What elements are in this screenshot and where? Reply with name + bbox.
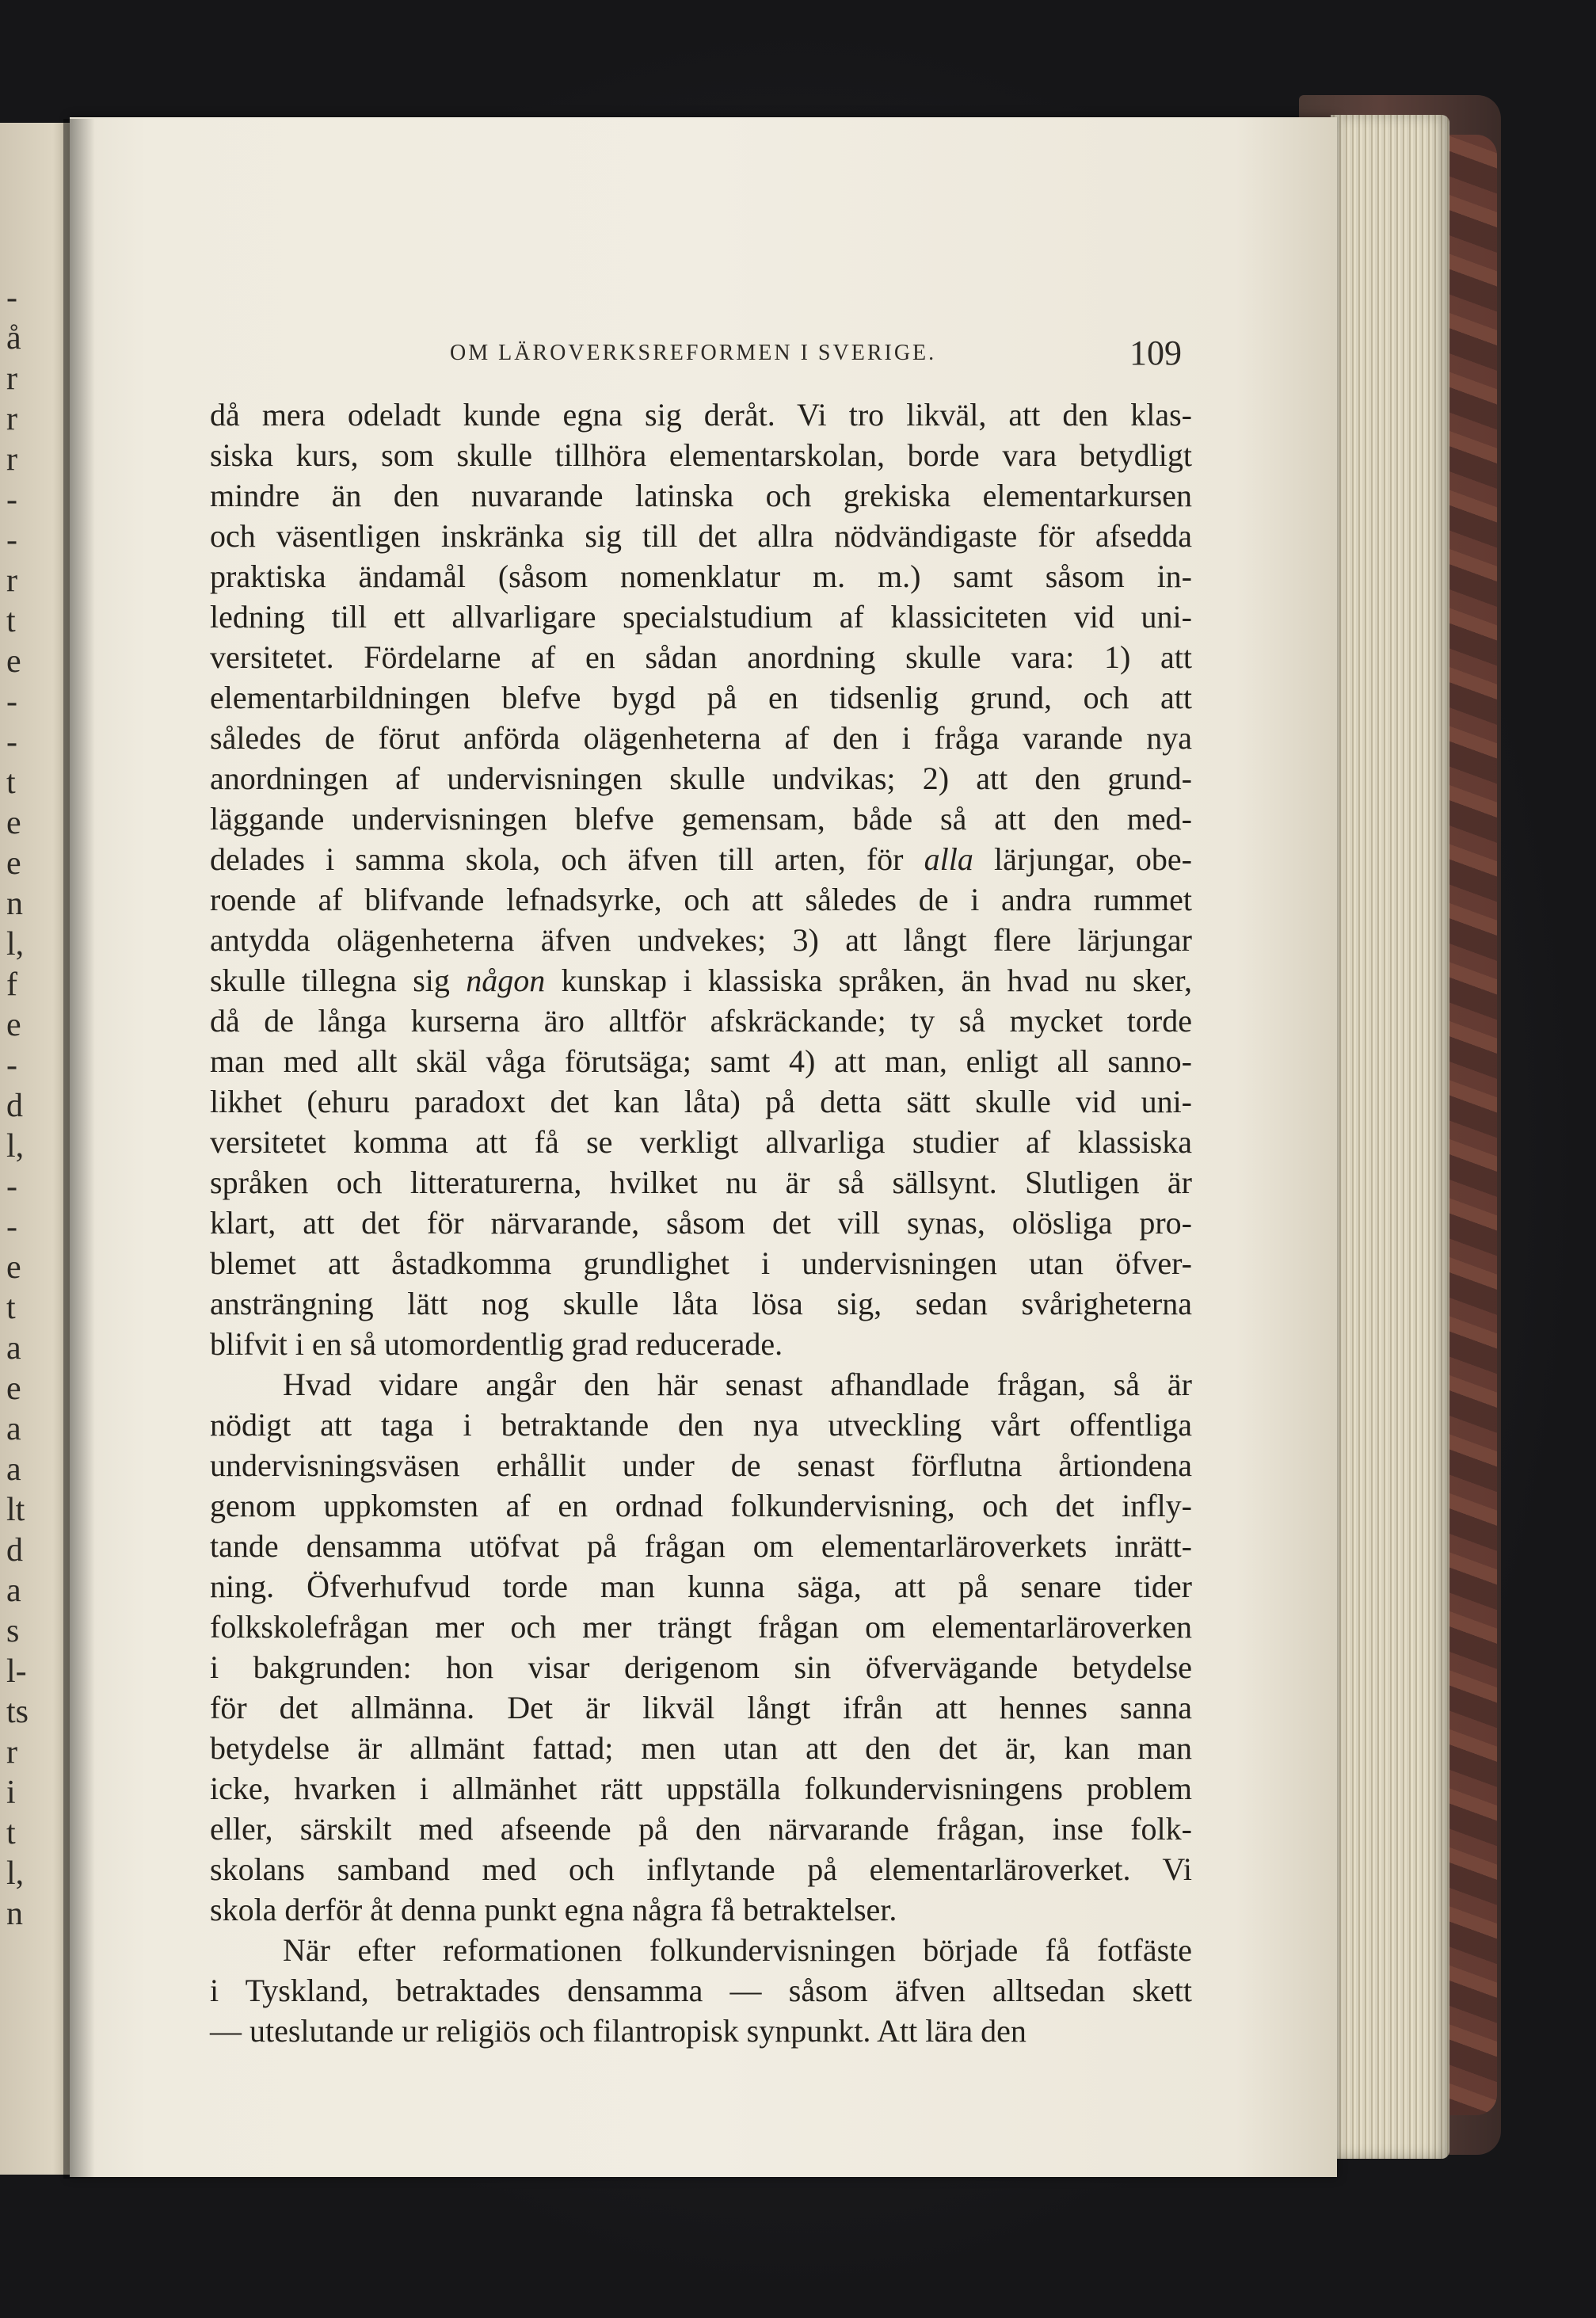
left-page-char: e (6, 643, 21, 680)
left-page-char: f (6, 966, 17, 1003)
left-page-char: - (6, 482, 17, 518)
text-line: ansträngning lätt nog skulle låta lösa sig, sedan svårigheterna (210, 1286, 1192, 1321)
left-page-char: r (6, 441, 17, 478)
left-page-char: - (6, 1047, 17, 1084)
left-page-char: a (6, 1411, 21, 1447)
left-page-char: - (6, 522, 17, 559)
left-page-char: r (6, 401, 17, 437)
left-page-char: t (6, 764, 16, 801)
left-page-char: e (6, 805, 21, 841)
gutter-shadow (63, 119, 95, 2179)
text-line: nödigt att taga i betraktande den nya utveckling vårt offentliga (210, 1407, 1192, 1443)
left-page-char: e (6, 1371, 21, 1407)
left-page-char: l, (6, 1128, 25, 1165)
page-number: 109 (1129, 334, 1182, 372)
text-line: blifvit i en så utomordentlig grad reducerade. (210, 1326, 783, 1362)
text-line: versitetet. Fördelarne af en sådan anordning skulle vara: 1) att (210, 639, 1192, 675)
right-page (70, 117, 1337, 2177)
left-page-char: a (6, 1330, 21, 1367)
text-line: Hvad vidare angår den här senast afhandlade frågan, så är (283, 1367, 1192, 1402)
left-page-char: s (6, 1613, 20, 1649)
text-line: läggande undervisningen blefve gemensam, både så att den med- (210, 801, 1192, 837)
text-line: versitetet komma att få se verkligt allvarliga studier af klassiska (210, 1124, 1192, 1160)
text-line: man med allt skäl våga förutsäga; samt 4) att man, enligt all sanno- (210, 1043, 1192, 1079)
text-line: undervisningsväsen erhållit under de senast förflutna årtiondena (210, 1447, 1192, 1483)
left-page-char: å (6, 320, 21, 356)
left-page-char: d (6, 1088, 23, 1124)
text-line: elementarbildningen blefve bygd på en tidsenlig grund, och att (210, 680, 1192, 715)
text-line: När efter reformationen folkundervisningen började få fotfäste (283, 1932, 1192, 1968)
left-page-char: i (6, 1775, 16, 1811)
text-line: och väsentligen inskränka sig till det allra nödvändigaste för afsedda (210, 518, 1192, 554)
text-line: delades i samma skola, och äfven till arten, för alla lärjungar, obe- (210, 841, 1192, 877)
left-page-char: - (6, 724, 17, 761)
text-line: skulle tillegna sig någon kunskap i klassiska språken, än hvad nu sker, (210, 963, 1192, 998)
text-line: likhet (ehuru paradoxt det kan låta) på detta sätt skulle vid uni- (210, 1084, 1192, 1119)
text-line: anordningen af undervisningen skulle undvikas; 2) att den grund- (210, 761, 1192, 796)
text-line: för det allmänna. Det är likväl långt ifrån att hennes sanna (210, 1690, 1192, 1725)
text-line: antydda olägenheterna äfven undvekes; 3) att långt flere lärjungar (210, 922, 1192, 958)
left-page-char: - (6, 280, 17, 316)
text-line: roende af blifvande lefnadsyrke, och att således de i andra rummet (210, 882, 1192, 917)
left-page-char: a (6, 1451, 21, 1488)
text-line: i bakgrunden: hon visar derigenom sin öfvervägande betydelse (210, 1649, 1192, 1685)
text-line: klart, att det för närvarande, såsom det vill synas, olösliga pro- (210, 1205, 1192, 1241)
text-line: blemet att åstadkomma grundlighet i undervisningen utan öfver- (210, 1245, 1192, 1281)
left-page-char: l, (6, 1855, 25, 1892)
left-page-char: l- (6, 1653, 27, 1690)
left-page-char: n (6, 1896, 23, 1932)
text-line: icke, hvarken i allmänhet rätt uppställa folkundervisningens problem (210, 1771, 1192, 1806)
text-line: mindre än den nuvarande latinska och grekiska elementarkursen (210, 478, 1192, 513)
text-line: — uteslutande ur religiös och filantropisk synpunkt. Att lära den (210, 2013, 1027, 2049)
text-line: eller, särskilt med afseende på den närvarande frågan, inse folk- (210, 1811, 1192, 1847)
left-page-char: lt (6, 1492, 25, 1528)
left-page-char: - (6, 1169, 17, 1205)
text-line: ning. Öfverhufvud torde man kunna säga, att på senare tider (210, 1569, 1192, 1604)
left-page-char: e (6, 1007, 21, 1043)
text-line: språken och litteraturerna, hvilket nu är så sällsynt. Slutligen är (210, 1165, 1192, 1200)
text-line: då mera odeladt kunde egna sig deråt. Vi tro likväl, att den klas- (210, 397, 1192, 433)
left-page-char: - (6, 1209, 17, 1245)
text-line: i Tyskland, betraktades densamma — såsom äfven alltsedan skett (210, 1973, 1192, 2008)
left-page-char: a (6, 1573, 21, 1609)
page-edges (1331, 115, 1449, 2159)
text-line: siska kurs, som skulle tillhöra elementarskolan, borde vara betydligt (210, 437, 1192, 473)
marbled-cover-edge (1449, 135, 1497, 2115)
body-text (210, 395, 1192, 2051)
running-head: OM LÄROVERKSREFORMEN I SVERIGE. (450, 341, 937, 365)
text-line: skola derför åt denna punkt egna några få betraktelser. (210, 1892, 897, 1927)
text-line: skolans samband med och inflytande på elementarläroverket. Vi (210, 1851, 1192, 1887)
text-line: således de förut anförda olägenheterna af den i fråga varande nya (210, 720, 1192, 756)
left-page-char: t (6, 603, 16, 639)
left-page-char: t (6, 1290, 16, 1326)
text-line: folkskolefrågan mer och mer trängt frågan om elementarläroverken (210, 1609, 1192, 1645)
left-page-char: - (6, 684, 17, 720)
left-page-char: n (6, 886, 23, 922)
left-page-char: r (6, 360, 17, 397)
text-line: ledning till ett allvarligare specialstudium af klassiciteten vid uni- (210, 599, 1192, 635)
text-line: då de långa kurserna äro alltför afskräckande; ty så mycket torde (210, 1003, 1192, 1039)
left-page-char: r (6, 562, 17, 599)
left-page-char: e (6, 845, 21, 882)
left-page-char: l, (6, 926, 25, 963)
left-page-char: e (6, 1249, 21, 1286)
text-line: tande densamma utöfvat på frågan om elementarläroverkets inrätt- (210, 1528, 1192, 1564)
left-page-char: r (6, 1734, 17, 1771)
left-page-char: ts (6, 1694, 29, 1730)
left-page-char: d (6, 1532, 23, 1569)
text-line: betydelse är allmänt fattad; men utan att den det är, kan man (210, 1730, 1192, 1766)
left-page-char: t (6, 1815, 16, 1851)
text-line: genom uppkomsten af en ordnad folkundervisning, och det infly- (210, 1488, 1192, 1523)
text-line: praktiska ändamål (såsom nomenklatur m. m.) samt såsom in- (210, 559, 1192, 594)
